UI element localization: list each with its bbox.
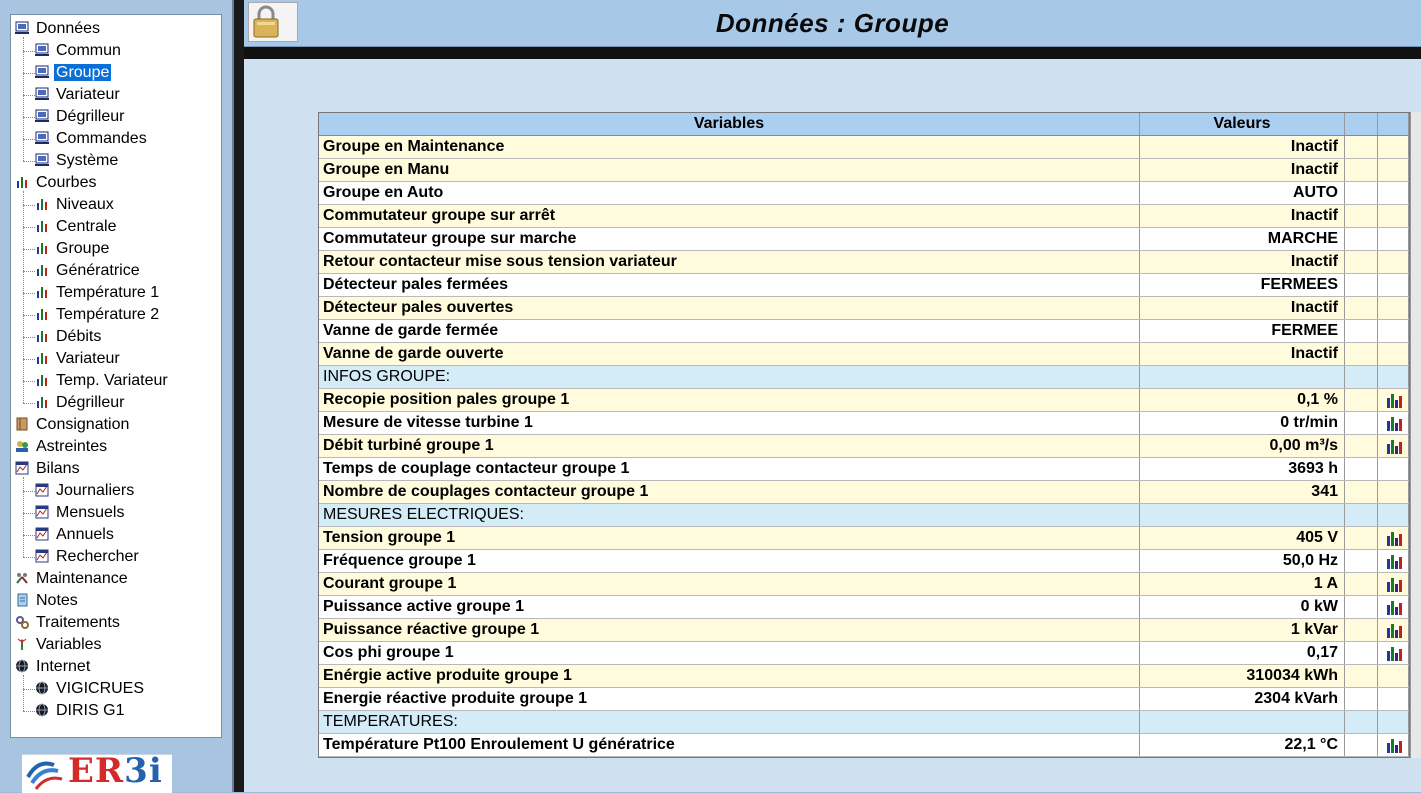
table-row [319, 274, 1410, 297]
tree-item-donnees[interactable] [15, 19, 102, 39]
chart-cell [1378, 504, 1409, 526]
note-icon [15, 593, 30, 607]
variable-value: FERMEES [1140, 274, 1345, 296]
variable-value: 1 A [1140, 573, 1345, 595]
chart-cell[interactable] [1378, 550, 1409, 572]
empty-cell [1345, 596, 1378, 618]
chart-cell[interactable] [1378, 435, 1409, 457]
variable-name: Enérgie active produite groupe 1 [319, 665, 1140, 687]
logo-mark-icon [24, 757, 64, 793]
chart-cell [1378, 297, 1409, 319]
table-row [319, 596, 1410, 619]
variable-value: 310034 kWh [1140, 665, 1345, 687]
chart-cell [1378, 159, 1409, 181]
tree-item-label: Annuels [56, 526, 114, 543]
tree-item-label: Commandes [56, 130, 147, 147]
column-header-variables[interactable]: Variables [319, 113, 1140, 135]
variable-name: Fréquence groupe 1 [319, 550, 1140, 572]
report-icon [35, 483, 50, 497]
variable-name: Energie réactive produite groupe 1 [319, 688, 1140, 710]
table-row [319, 642, 1410, 665]
tree-item-generatrice[interactable] [35, 261, 142, 281]
users-icon [15, 439, 30, 453]
chart-cell [1378, 205, 1409, 227]
variable-value [1140, 504, 1345, 526]
panel-splitter[interactable] [232, 0, 244, 792]
table-row [319, 734, 1410, 757]
tree-item-courbes[interactable] [15, 173, 98, 193]
tree-item-temp-variateur[interactable] [35, 371, 170, 391]
chart-cell[interactable] [1378, 642, 1409, 664]
tree-item-degrilleur[interactable] [35, 107, 126, 127]
variable-value: 2304 kVarh [1140, 688, 1345, 710]
tree-item-mensuels[interactable] [35, 503, 126, 523]
variable-name: Détecteur pales ouvertes [319, 297, 1140, 319]
bar-chart-icon[interactable] [1386, 553, 1404, 569]
tree-item-maintenance[interactable] [15, 569, 130, 589]
table-row [319, 527, 1410, 550]
chart-cell [1378, 711, 1409, 733]
column-header-empty [1345, 113, 1378, 135]
chart-cell [1378, 320, 1409, 342]
chart-cell[interactable] [1378, 527, 1409, 549]
tree-item-label: Dégrilleur [56, 394, 125, 411]
tree-item-label: Consignation [36, 416, 130, 433]
tree-connector [23, 689, 35, 690]
tree-item-variables[interactable] [15, 635, 104, 655]
navigation-panel [0, 0, 232, 792]
bar-chart-icon [35, 395, 50, 409]
bar-chart-icon [35, 329, 50, 343]
tree-item-debits[interactable] [35, 327, 103, 347]
variable-name: Puissance active groupe 1 [319, 596, 1140, 618]
bar-chart-icon [35, 197, 50, 211]
empty-cell [1345, 389, 1378, 411]
tree-connector [23, 293, 35, 294]
tree-connector [23, 205, 35, 206]
empty-cell [1345, 251, 1378, 273]
bar-chart-icon[interactable] [1386, 438, 1404, 454]
variable-name: Groupe en Auto [319, 182, 1140, 204]
tree-item-commun[interactable] [35, 41, 123, 61]
globe-icon [35, 703, 50, 717]
computer-icon [15, 21, 30, 35]
section-row [319, 711, 1410, 734]
tree-item-astreintes[interactable] [15, 437, 109, 457]
report-icon [35, 527, 50, 541]
tree-item-bilans[interactable] [15, 459, 82, 479]
tree-item-label: Groupe [56, 64, 110, 81]
variable-name: Vanne de garde ouverte [319, 343, 1140, 365]
variable-name: Groupe en Manu [319, 159, 1140, 181]
empty-cell [1345, 320, 1378, 342]
company-logo [22, 754, 172, 793]
variable-value: 0,00 m³/s [1140, 435, 1345, 457]
tree-item-label: VIGICRUES [56, 680, 145, 697]
table-row [319, 228, 1410, 251]
tree-item-label: DIRIS G1 [56, 702, 125, 719]
tree-item-label: Notes [36, 592, 78, 609]
table-row [319, 136, 1410, 159]
column-header-chart [1378, 113, 1409, 135]
table-row [319, 665, 1410, 688]
bar-chart-icon[interactable] [1386, 737, 1404, 753]
tree-connector [23, 73, 35, 74]
table-row [319, 481, 1410, 504]
section-row [319, 366, 1410, 389]
bar-chart-icon [35, 285, 50, 299]
bar-chart-icon[interactable] [1386, 530, 1404, 546]
variable-value: 1 kVar [1140, 619, 1345, 641]
computer-icon [35, 87, 50, 101]
tree-item-label: Traitements [36, 614, 120, 631]
page-header [244, 0, 1421, 47]
chart-cell[interactable] [1378, 596, 1409, 618]
variable-name: INFOS GROUPE: [319, 366, 1140, 388]
tree-item-traitements[interactable] [15, 613, 122, 633]
computer-icon [35, 65, 50, 79]
empty-cell [1345, 435, 1378, 457]
chart-cell [1378, 274, 1409, 296]
computer-icon [35, 43, 50, 57]
chart-cell[interactable] [1378, 389, 1409, 411]
variable-value: FERMEE [1140, 320, 1345, 342]
tree-item-label: Astreintes [36, 438, 108, 455]
tree-item-label: Système [56, 152, 119, 169]
variable-name: Commutateur groupe sur arrêt [319, 205, 1140, 227]
tree-item-label: Données [36, 20, 101, 37]
table-row [319, 182, 1410, 205]
tree-item-internet[interactable] [15, 657, 92, 677]
tree-item-label: Dégrilleur [56, 108, 125, 125]
bar-chart-icon [35, 241, 50, 255]
empty-cell [1345, 527, 1378, 549]
report-icon [35, 505, 50, 519]
tree-connector [23, 337, 35, 338]
tree-item-commandes[interactable] [35, 129, 149, 149]
computer-icon [35, 153, 50, 167]
bar-chart-icon [35, 263, 50, 277]
tree-item-niveaux[interactable] [35, 195, 116, 215]
variable-value: Inactif [1140, 159, 1345, 181]
tree-item-label: Rechercher [56, 548, 139, 565]
header-divider [244, 47, 1421, 59]
tree-connector [23, 711, 35, 712]
tree-connector [23, 117, 35, 118]
empty-cell [1345, 297, 1378, 319]
table-row [319, 619, 1410, 642]
computer-icon [35, 109, 50, 123]
bar-chart-icon[interactable] [1386, 392, 1404, 408]
tree-item-centrale[interactable] [35, 217, 118, 237]
table-row [319, 159, 1410, 182]
variable-value: 50,0 Hz [1140, 550, 1345, 572]
variable-name: Groupe en Maintenance [319, 136, 1140, 158]
tree-connector [23, 161, 35, 162]
tree-item-label: Commun [56, 42, 121, 59]
tree-item-label: Température 2 [56, 306, 160, 323]
chart-cell[interactable] [1378, 412, 1409, 434]
tree-item-annuels[interactable] [35, 525, 116, 545]
variable-name: Débit turbiné groupe 1 [319, 435, 1140, 457]
empty-cell [1345, 274, 1378, 296]
table-row [319, 458, 1410, 481]
chart-cell [1378, 228, 1409, 250]
tree-item-rechercher[interactable] [35, 547, 141, 567]
tree-item-groupe[interactable] [35, 239, 111, 259]
table-header-row [319, 113, 1410, 136]
variable-value: 0 tr/min [1140, 412, 1345, 434]
variable-name: Puissance réactive groupe 1 [319, 619, 1140, 641]
variable-name: Retour contacteur mise sous tension variateur [319, 251, 1140, 273]
bar-chart-icon [35, 351, 50, 365]
variable-name: MESURES ELECTRIQUES: [319, 504, 1140, 526]
empty-cell [1345, 711, 1378, 733]
variable-value: 3693 h [1140, 458, 1345, 480]
empty-cell [1345, 343, 1378, 365]
data-table [318, 112, 1410, 758]
tree-item-label: Journaliers [56, 482, 135, 499]
tree-connector [23, 271, 35, 272]
chart-cell [1378, 136, 1409, 158]
table-scrollbar[interactable] [1410, 112, 1421, 758]
tree-connector [23, 381, 35, 382]
variable-value: Inactif [1140, 297, 1345, 319]
tree-connector [23, 95, 35, 96]
tree-connector [23, 535, 35, 536]
tree-item-diris-g1[interactable] [35, 701, 126, 721]
tree-item-vigicrues[interactable] [35, 679, 146, 699]
tree-connector [23, 315, 35, 316]
variable-name: Détecteur pales fermées [319, 274, 1140, 296]
tree-connector [23, 37, 24, 161]
variable-value [1140, 366, 1345, 388]
logo-text: ER3i [68, 754, 163, 791]
variable-value [1140, 711, 1345, 733]
tree-item-label: Bilans [36, 460, 80, 477]
variable-value: 341 [1140, 481, 1345, 503]
tree-item-temperature-2[interactable] [35, 305, 161, 325]
table-row [319, 251, 1410, 274]
tree-item-label: Centrale [56, 218, 117, 235]
tree-item-label: Courbes [36, 174, 97, 191]
empty-cell [1345, 573, 1378, 595]
empty-cell [1345, 619, 1378, 641]
empty-cell [1345, 458, 1378, 480]
tree-item-label: Internet [36, 658, 91, 675]
table-row [319, 573, 1410, 596]
empty-cell [1345, 550, 1378, 572]
bar-chart-icon[interactable] [1386, 599, 1404, 615]
empty-cell [1345, 665, 1378, 687]
empty-cell [1345, 688, 1378, 710]
tree-connector [23, 359, 35, 360]
table-row [319, 205, 1410, 228]
tree-item-label: Maintenance [36, 570, 128, 587]
chart-cell [1378, 251, 1409, 273]
empty-cell [1345, 504, 1378, 526]
computer-icon [35, 131, 50, 145]
variable-name: Vanne de garde fermée [319, 320, 1140, 342]
chart-cell [1378, 343, 1409, 365]
tree-item-consignation[interactable] [15, 415, 131, 435]
variable-name: Nombre de couplages contacteur groupe 1 [319, 481, 1140, 503]
gears-icon [15, 615, 30, 629]
tree-item-notes[interactable] [15, 591, 80, 611]
variable-value: Inactif [1140, 136, 1345, 158]
globe-icon [35, 681, 50, 695]
tree-connector [23, 513, 35, 514]
variable-value: 0,17 [1140, 642, 1345, 664]
tree-connector [23, 403, 35, 404]
table-row [319, 688, 1410, 711]
antenna-icon [15, 637, 30, 651]
empty-cell [1345, 182, 1378, 204]
page-title: Données : Groupe [715, 8, 950, 38]
bar-chart-icon [35, 219, 50, 233]
chart-cell [1378, 458, 1409, 480]
empty-cell [1345, 481, 1378, 503]
tree-item-groupe[interactable] [35, 63, 111, 83]
variable-name: Mesure de vitesse turbine 1 [319, 412, 1140, 434]
variable-value: 405 V [1140, 527, 1345, 549]
variable-value: Inactif [1140, 343, 1345, 365]
tree-item-label: Débits [56, 328, 102, 345]
empty-cell [1345, 136, 1378, 158]
variable-value: AUTO [1140, 182, 1345, 204]
book-icon [15, 417, 30, 431]
bar-chart-icon [15, 175, 30, 189]
empty-cell [1345, 205, 1378, 227]
tree-item-degrilleur[interactable] [35, 393, 126, 413]
chart-cell [1378, 481, 1409, 503]
tree-connector [23, 675, 24, 711]
table-row [319, 550, 1410, 573]
variable-value: MARCHE [1140, 228, 1345, 250]
table-row [319, 320, 1410, 343]
tools-icon [15, 571, 30, 585]
tree-connector [23, 491, 35, 492]
globe-icon [15, 659, 30, 673]
empty-cell [1345, 642, 1378, 664]
bar-chart-icon [35, 373, 50, 387]
variable-name: Temps de couplage contacteur groupe 1 [319, 458, 1140, 480]
chart-cell [1378, 688, 1409, 710]
chart-cell[interactable] [1378, 734, 1409, 756]
chart-cell [1378, 366, 1409, 388]
tree-connector [23, 51, 35, 52]
chart-cell [1378, 182, 1409, 204]
variable-name: Recopie position pales groupe 1 [319, 389, 1140, 411]
tree-connector [23, 557, 35, 558]
tree-connector [23, 139, 35, 140]
empty-cell [1345, 159, 1378, 181]
bar-chart-icon [35, 307, 50, 321]
tree-item-systeme[interactable] [35, 151, 120, 171]
chart-cell [1378, 665, 1409, 687]
bar-chart-icon[interactable] [1386, 622, 1404, 638]
empty-cell [1345, 366, 1378, 388]
tree-connector [23, 227, 35, 228]
table-row [319, 435, 1410, 458]
variable-name: Tension groupe 1 [319, 527, 1140, 549]
tree-item-label: Variateur [56, 350, 120, 367]
variable-value: 0,1 % [1140, 389, 1345, 411]
column-header-values[interactable]: Valeurs [1140, 113, 1345, 135]
bar-chart-icon[interactable] [1386, 415, 1404, 431]
navigation-tree [10, 14, 222, 738]
variable-value: Inactif [1140, 251, 1345, 273]
table-row [319, 412, 1410, 435]
empty-cell [1345, 734, 1378, 756]
table-row [319, 389, 1410, 412]
tree-item-temperature-1[interactable] [35, 283, 161, 303]
tree-item-label: Génératrice [56, 262, 140, 279]
tree-item-label: Mensuels [56, 504, 125, 521]
tree-item-journaliers[interactable] [35, 481, 136, 501]
variable-value: Inactif [1140, 205, 1345, 227]
tree-item-label: Niveaux [56, 196, 114, 213]
chart-cell[interactable] [1378, 573, 1409, 595]
report-icon [15, 461, 30, 475]
bar-chart-icon[interactable] [1386, 645, 1404, 661]
tree-connector [23, 249, 35, 250]
chart-cell[interactable] [1378, 619, 1409, 641]
bar-chart-icon[interactable] [1386, 576, 1404, 592]
tree-item-label: Variables [36, 636, 102, 653]
table-row [319, 343, 1410, 366]
table-row [319, 297, 1410, 320]
tree-item-variateur[interactable] [35, 349, 122, 369]
variable-value: 22,1 °C [1140, 734, 1345, 756]
variable-name: Température Pt100 Enroulement U génératrice [319, 734, 1140, 756]
empty-cell [1345, 228, 1378, 250]
section-row [319, 504, 1410, 527]
tree-item-label: Température 1 [56, 284, 160, 301]
tree-item-label: Temp. Variateur [56, 372, 168, 389]
tree-connector [23, 477, 24, 557]
tree-connector [23, 191, 24, 403]
tree-item-label: Variateur [56, 86, 120, 103]
report-icon [35, 549, 50, 563]
empty-cell [1345, 412, 1378, 434]
tree-item-variateur[interactable] [35, 85, 122, 105]
variable-name: Courant groupe 1 [319, 573, 1140, 595]
variable-name: Commutateur groupe sur marche [319, 228, 1140, 250]
tree-item-label: Groupe [56, 240, 110, 257]
variable-name: Cos phi groupe 1 [319, 642, 1140, 664]
variable-value: 0 kW [1140, 596, 1345, 618]
variable-name: TEMPERATURES: [319, 711, 1140, 733]
